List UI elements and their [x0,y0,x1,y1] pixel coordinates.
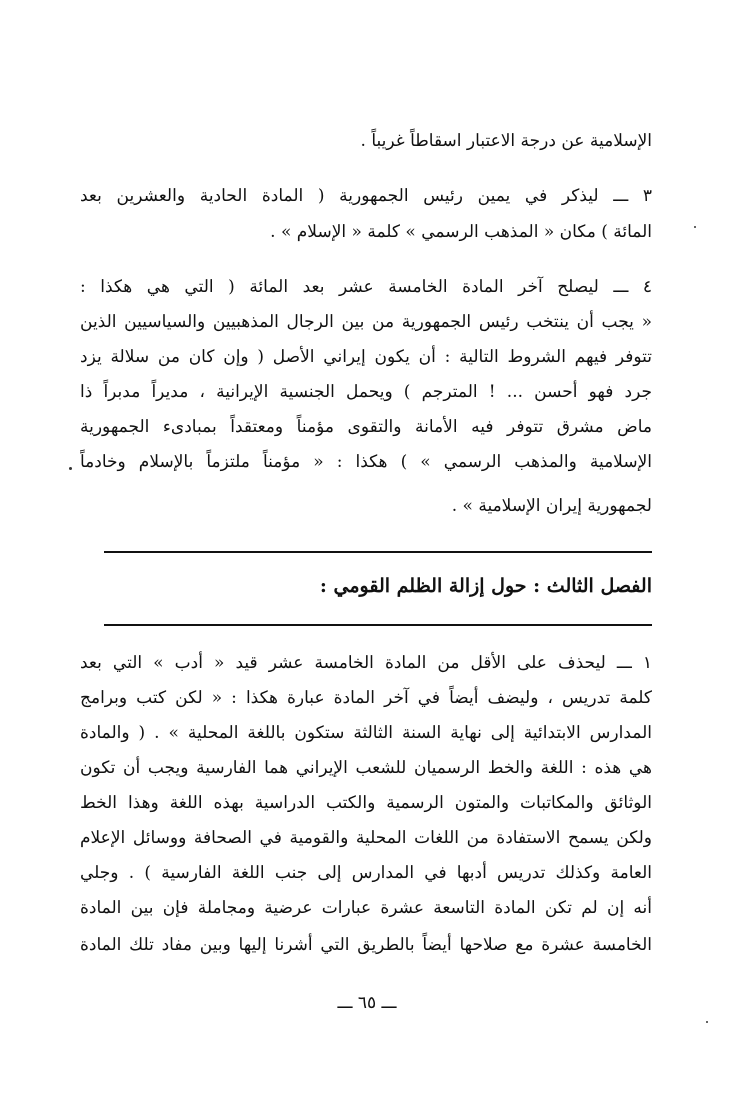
text-line: كلمة تدريس ، وليضف أيضاً في آخر المادة عبارة هكذا : « لكن كتب وبرامج [80,688,652,708]
text-line: الخامسة عشرة مع صلاحها أيضاً بالطريق التي أشرنا إليها وبين مفاد تلك المادة [80,935,652,955]
text-line: لجمهورية إيران الإسلامية » . [451,496,652,516]
text-line: ٤ ـــ ليصلح آخر المادة الخامسة عشر بعد المائة ( التي هي هكذا : [80,277,652,297]
text-line: ١ ـــ ليحذف على الأقل من المادة الخامسة عشر قيد « أدب » التي بعد [80,653,652,673]
text-line: العامة وكذلك تدريس أدبها في المدارس إلى جنب اللغة الفارسية ) . وجلي [80,863,652,883]
scan-speck [69,467,72,470]
text-line: الإسلامية والمذهب الرسمي » ) هكذا : « مؤمناً ملتزماً بالإسلام وخادماً [80,452,652,472]
heading-rule-bottom [104,624,652,626]
text-line: المدارس الابتدائية إلى نهاية السنة الثالثة ستكون باللغة المحلية » . ( والمادة [80,723,652,743]
heading-rule-top [104,551,652,553]
text-line: أنه إن لم تكن المادة التاسعة عشرة عبارات عرضية ومجاملة فإن بين المادة [80,898,652,918]
text-line: المائة ) مكان « المذهب الرسمي » كلمة « الإسلام » . [270,222,652,242]
text-line: الوثائق والمكاتبات والمتون الرسمية والكتب الدراسية بهذه اللغة وهذا الخط [80,793,652,813]
scan-speck [694,226,696,228]
chapter-heading: الفصل الثالث : حول إزالة الظلم القومي : [319,575,652,597]
text-line: ولكن يسمح الاستفادة من اللغات المحلية والقومية في الصحافة ووسائل الإعلام [80,828,652,848]
text-line: ٣ ـــ ليذكر في يمين رئيس الجمهورية ( المادة الحادية والعشرين بعد [80,186,652,206]
text-line: « يجب أن ينتخب رئيس الجمهورية من بين الرجال المذهبيين والسياسيين الذين [80,312,652,332]
text-line: تتوفر فيهم الشروط التالية : أن يكون إيراني الأصل ( وإن كان من سلالة يزد [80,347,652,367]
text-line: الإسلامية عن درجة الاعتبار اسقاطاً غريباً . [360,131,652,151]
scan-speck [706,1021,708,1023]
page-number: ـــ ٦٥ ـــ [337,993,397,1013]
text-line: هي هذه : اللغة والخط الرسميان للشعب الإيراني هما الفارسية ويجب أن تكون [80,758,652,778]
text-line: ماض مشرق تتوفر فيه الأمانة والتقوى مؤمناً ومعتقداً بمبادىء الجمهورية [80,417,652,437]
text-line: جرد فهو أحسن ... ! المترجم ) ويحمل الجنسية الإيرانية ، مديراً مدبراً ذا [80,382,652,402]
